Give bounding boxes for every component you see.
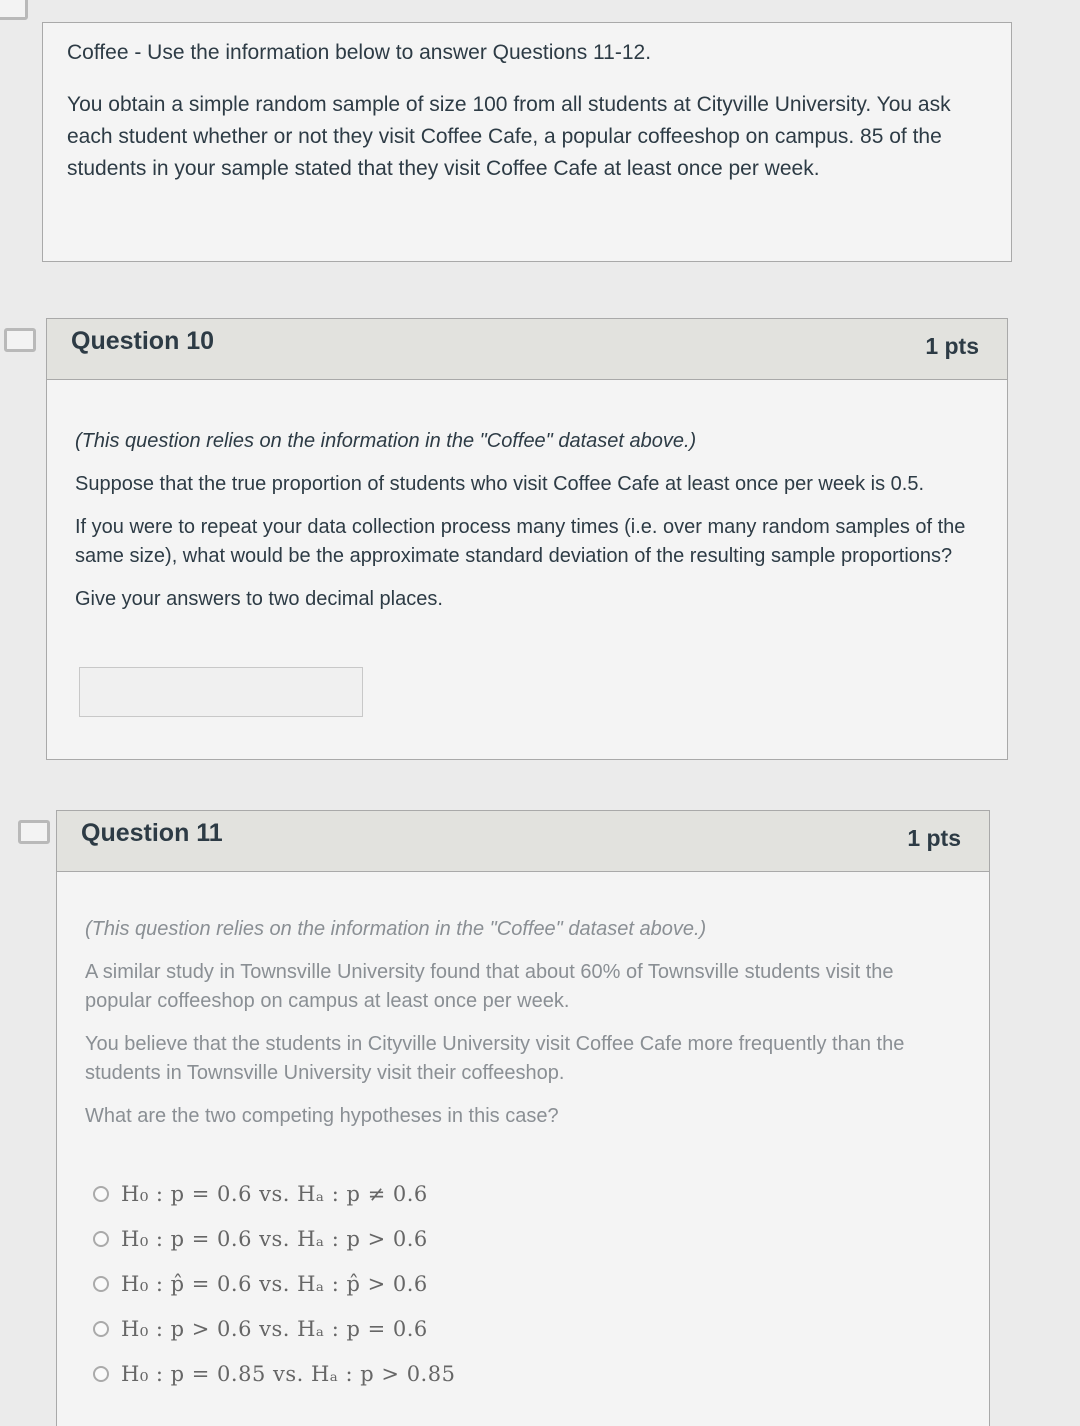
flag-icon[interactable]: [0, 0, 28, 20]
radio-button[interactable]: [93, 1231, 109, 1247]
answer-option-label: H₀ : p = 0.85 vs. Hₐ : p > 0.85: [121, 1361, 456, 1386]
coffee-info-panel: [42, 22, 1012, 262]
question-11-panel: [56, 810, 990, 1426]
question-11-note: (This question relies on the information in the "Coffee" dataset above.): [85, 918, 707, 940]
radio-button[interactable]: [93, 1186, 109, 1202]
answer-option-label: H₀ : p = 0.6 vs. Hₐ : p > 0.6: [121, 1226, 428, 1251]
question-11-line1: A similar study in Townsville University found that about 60% of Townsville students visit the popular coffeeshop on campus at least once per week.: [85, 961, 894, 1012]
answer-option[interactable]: [93, 1171, 455, 1216]
radio-button[interactable]: [93, 1276, 109, 1292]
question-11-line2: You believe that the students in Cityville University visit Coffee Cafe more frequently than the students in Townsville University visit their coffeeshop.: [85, 1033, 905, 1084]
question-10-header: [47, 319, 1007, 380]
question-10-line2: If you were to repeat your data collection process many times (i.e. over many random samples of the same size), what would be the approximate standard deviation of the resulting sample proportions?: [75, 516, 966, 567]
answer-option[interactable]: [93, 1306, 455, 1351]
question-10-points: 1 pts: [925, 333, 979, 359]
answer-option-label: H₀ : p = 0.6 vs. Hₐ : p ≠ 0.6: [121, 1181, 428, 1206]
coffee-info-title: Coffee - Use the information below to answer Questions 11-12.: [67, 41, 652, 64]
question-10-note: (This question relies on the information in the "Coffee" dataset above.): [75, 430, 697, 452]
question-10-panel: [46, 318, 1008, 760]
question-11-body: [85, 915, 959, 1145]
question-10-title: Question 10: [71, 327, 215, 355]
question-10-line3: Give your answers to two decimal places.: [75, 588, 443, 610]
question-11-points: 1 pts: [907, 825, 961, 851]
answer-option[interactable]: [93, 1351, 455, 1396]
answer-option-label: H₀ : p > 0.6 vs. Hₐ : p = 0.6: [121, 1316, 428, 1341]
question-10-line1: Suppose that the true proportion of students who visit Coffee Cafe at least once per week is 0.5.: [75, 473, 925, 495]
answer-option[interactable]: [93, 1261, 455, 1306]
answer-option[interactable]: [93, 1216, 455, 1261]
flag-question-10-icon[interactable]: [4, 328, 36, 352]
question-11-line3: What are the two competing hypotheses in this case?: [85, 1105, 559, 1127]
coffee-info-body: You obtain a simple random sample of size 100 from all students at Cityville University. You ask each student whether or not they visit Coffee Cafe, a popular coffeeshop on campus. 85 of the students in your sample stated that they visit Coffee Cafe at least once per week.: [67, 93, 951, 180]
question-10-answer-input[interactable]: [79, 667, 363, 717]
question-11-header: [57, 811, 989, 872]
flag-question-11-icon[interactable]: [18, 820, 50, 844]
radio-button[interactable]: [93, 1321, 109, 1337]
radio-button[interactable]: [93, 1366, 109, 1382]
question-10-body: [75, 427, 977, 628]
answer-option-label: H₀ : p̂ = 0.6 vs. Hₐ : p̂ > 0.6: [121, 1271, 428, 1296]
question-11-title: Question 11: [81, 819, 223, 847]
question-11-options: [93, 1171, 455, 1396]
